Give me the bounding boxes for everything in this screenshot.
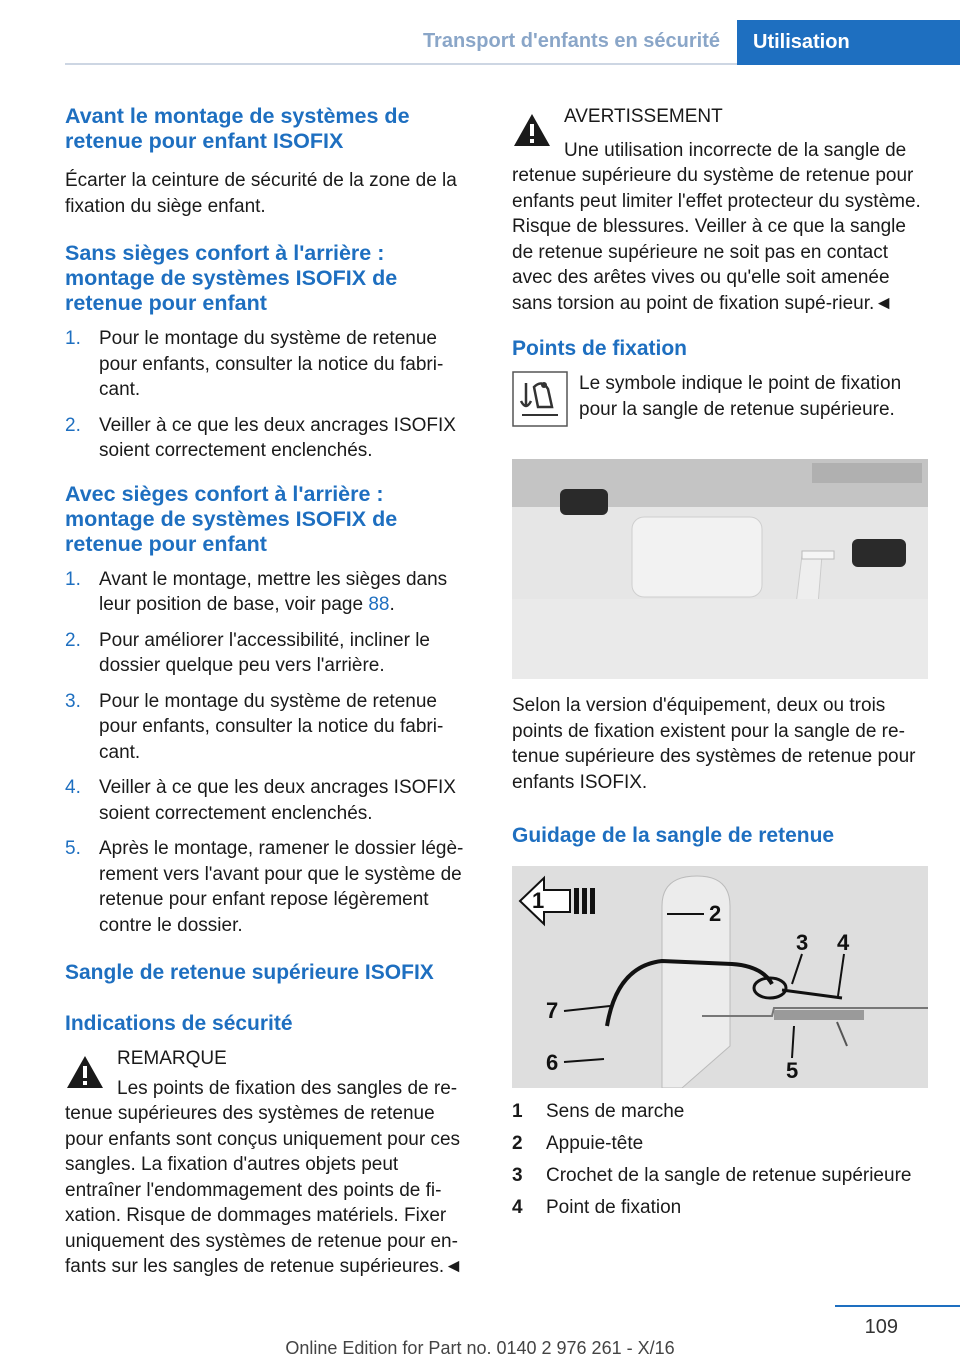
legend-number: 2 xyxy=(512,1133,523,1154)
legend-item xyxy=(512,1096,928,1128)
warning-body: retenue supérieure du système de retenue pour enfants peut limiter l'effet protecteur du système. Risque de blessures. Veiller à ce que la sangle de retenue supérieure ne soit pas en contact avec des arêtes vives ou qu'elle soit amenée sans torsion au point de fixation supé-rieur.◄ xyxy=(512,165,921,314)
heading-strap-routing: Guidage de la sangle de retenue xyxy=(512,824,835,847)
rear-seat-photo xyxy=(512,459,928,679)
step-number: 2. xyxy=(65,414,81,436)
legend-text: Crochet de la sangle de retenue supérieure xyxy=(546,1165,912,1186)
heading-with-comfort-seats: Avec sièges confort à l'arrière : montage de systèmes ISOFIX de retenue pour enfant xyxy=(65,481,398,556)
heading-safety-notes: Indications de sécurité xyxy=(65,1012,293,1035)
legend-text: Appuie-tête xyxy=(546,1133,644,1154)
strap-routing-diagram xyxy=(512,866,928,1088)
diagram-legend xyxy=(512,1096,928,1224)
step-text-end: . xyxy=(389,594,395,615)
list-item xyxy=(65,836,477,938)
warning-triangle-icon xyxy=(512,112,552,148)
step-number: 5. xyxy=(65,838,81,859)
step-number: 4. xyxy=(65,777,81,798)
step-number: 3. xyxy=(65,690,81,712)
strap-routing-illustration xyxy=(512,866,928,1088)
page-link[interactable]: 88 xyxy=(368,594,390,615)
step-text: Veiller à ce que les deux ancrages ISOFIX soient correctement enclenchés. xyxy=(99,414,456,461)
steps-list-1 xyxy=(65,326,477,464)
list-item xyxy=(65,689,477,766)
list-item xyxy=(65,326,477,403)
step-number: 1. xyxy=(65,568,81,590)
diagram-label-1: 1 xyxy=(532,888,545,913)
heading-anchor-points: Points de fixation xyxy=(512,337,688,360)
heading-before-isofix: Avant le montage de systèmes de retenue pour enfant ISOFIX xyxy=(65,104,410,153)
warning-block xyxy=(512,104,928,316)
notice-body: tenue supérieures des systèmes de retenue pour enfants sont conçus uniquement pour ces sangles. La fixation d'autres objets peut entraîner l'endommagement des points de fi-xation. Risque de dommages matériels. Fixer uniquement des systèmes de retenue pour en-fants sur les sangles de retenue supérieures.◄ xyxy=(65,1103,463,1277)
step-number: 2. xyxy=(65,629,81,651)
step-text: Pour le montage du système de retenue pour enfants, consulter la notice du fabri-cant. xyxy=(99,328,444,400)
step-text: Veiller à ce que les deux ancrages ISOFIX soient correctement enclenchés. xyxy=(99,777,456,824)
warning-first-line: Une utilisation incorrecte de la sangle de xyxy=(564,139,907,161)
steps-list-2 xyxy=(65,567,477,939)
list-item xyxy=(65,775,477,826)
footer-rule xyxy=(835,1305,960,1307)
step-text: Pour le montage du système de retenue pour enfants, consulter la notice du fabri-cant. xyxy=(99,690,444,763)
header-section-title: Transport d'enfants en sécurité xyxy=(422,30,720,52)
warning-triangle-icon xyxy=(65,1054,105,1090)
list-item xyxy=(65,413,477,464)
list-item xyxy=(65,567,477,618)
diagram-label-4: 4 xyxy=(837,930,850,955)
diagram-label-3: 3 xyxy=(796,930,809,955)
list-item xyxy=(65,628,477,679)
legend-number: 1 xyxy=(512,1101,523,1122)
legend-text: Sens de marche xyxy=(546,1101,685,1122)
notice-first-line: Les points de fixation des sangles de re- xyxy=(117,1077,458,1099)
header-tab-utilisation[interactable]: Utilisation xyxy=(737,20,960,65)
left-column xyxy=(65,104,477,1280)
diagram-label-6: 6 xyxy=(546,1050,559,1075)
symbol-row xyxy=(512,371,928,429)
symbol-description: Le symbole indique le point de fixation pour la sangle de retenue supérieure. xyxy=(579,373,902,420)
footer-edition: Online Edition for Part no. 0140 2 976 261 - X/16 xyxy=(285,1338,675,1358)
legend-item xyxy=(512,1192,928,1224)
diagram-label-7: 7 xyxy=(546,998,559,1023)
legend-item xyxy=(512,1128,928,1160)
paragraph-belt: Écarter la ceinture de sécurité de la zone de la fixation du siège enfant. xyxy=(65,170,457,217)
diagram-label-5: 5 xyxy=(786,1058,799,1083)
step-text: Avant le montage, mettre les sièges dans leur position de base, voir page xyxy=(99,568,448,615)
photo-caption: Selon la version d'équipement, deux ou trois points de fixation existent pour la sangle de re-tenue supérieure des systèmes de retenue pour enfants ISOFIX. xyxy=(512,695,916,793)
right-column xyxy=(512,104,928,1224)
heading-top-tether: Sangle de retenue supérieure ISOFIX xyxy=(65,961,434,984)
legend-item xyxy=(512,1160,928,1192)
legend-text: Point de fixation xyxy=(546,1197,682,1218)
page-number: 109 xyxy=(864,1316,898,1338)
heading-without-comfort-seats: Sans sièges confort à l'arrière : montage de systèmes ISOFIX de retenue pour enfant xyxy=(65,241,398,315)
notice-title: REMARQUE xyxy=(117,1048,227,1069)
warning-title: AVERTISSEMENT xyxy=(564,106,723,127)
diagram-label-2: 2 xyxy=(709,901,722,926)
step-text: Pour améliorer l'accessibilité, incliner le dossier quelque peu vers l'arrière. xyxy=(99,629,430,676)
anchor-symbol-icon xyxy=(512,371,568,427)
notice-block xyxy=(65,1046,477,1280)
legend-number: 4 xyxy=(512,1197,523,1218)
step-number: 1. xyxy=(65,328,81,349)
step-text: Après le montage, ramener le dossier légè-rement vers l'avant pour que le système de retenue pour enfant repose légèrement contre le dossier. xyxy=(99,838,464,936)
rear-seat-photo-illustration xyxy=(512,459,928,679)
legend-number: 3 xyxy=(512,1165,523,1186)
